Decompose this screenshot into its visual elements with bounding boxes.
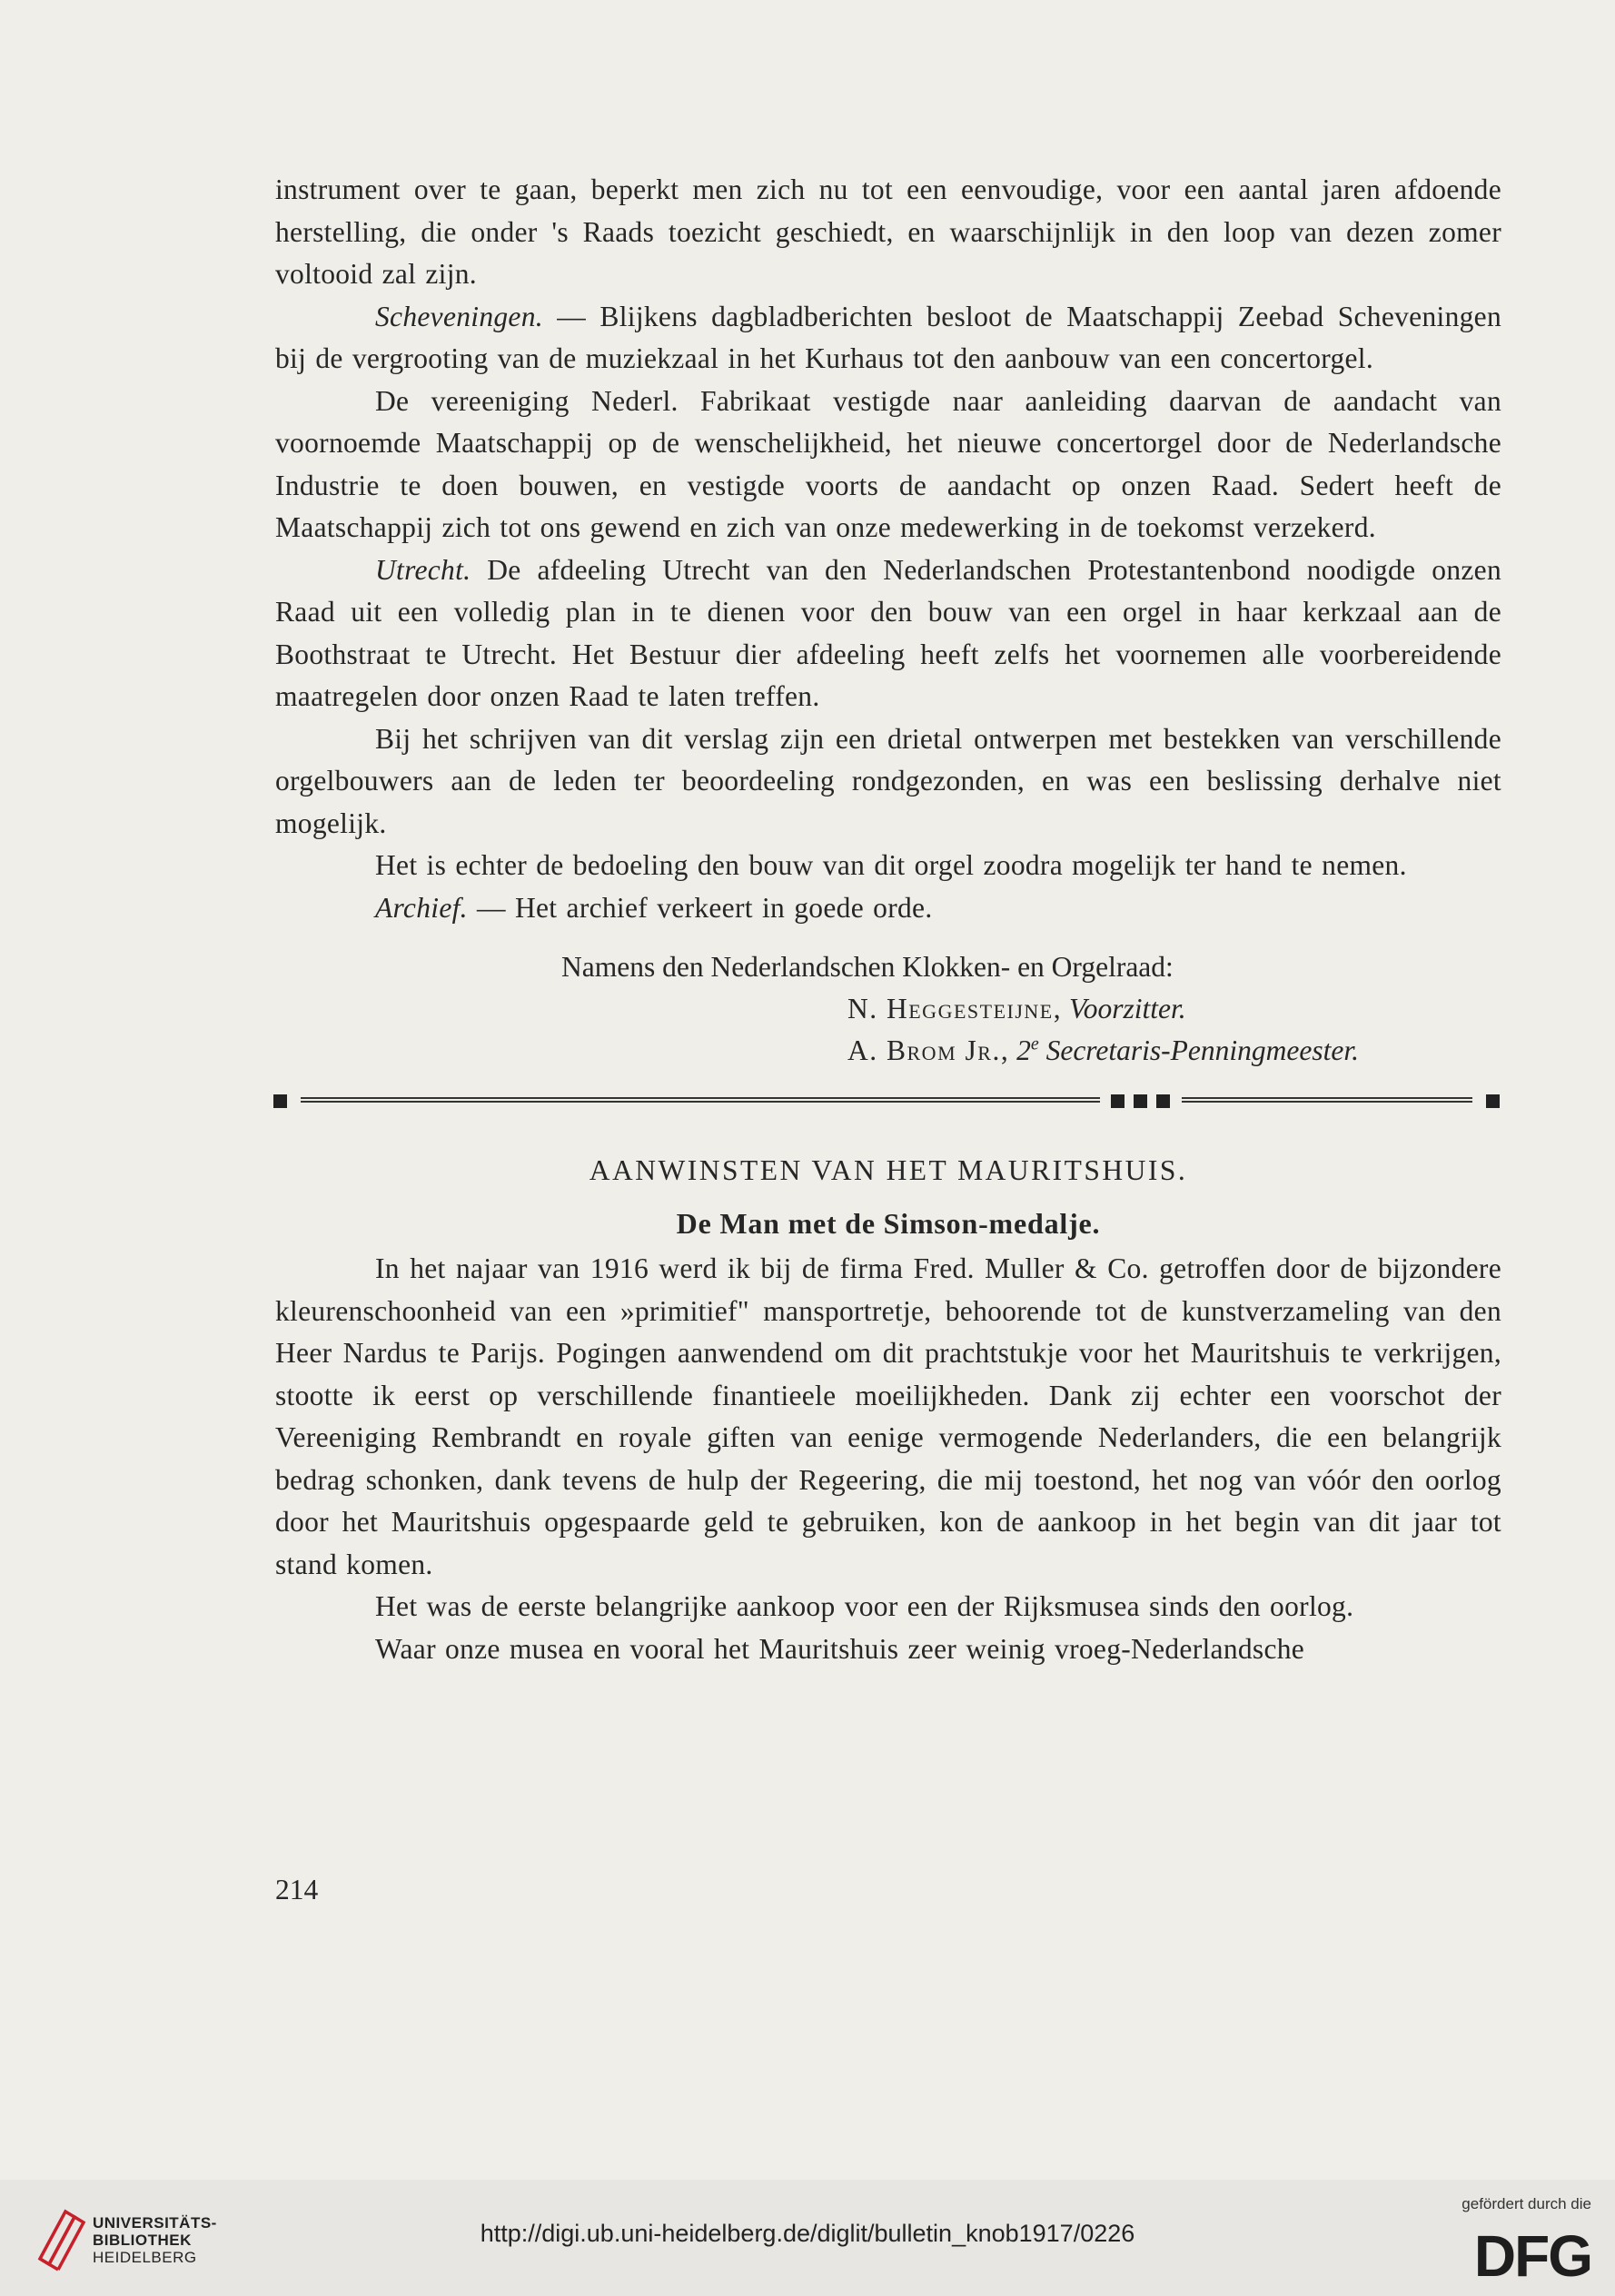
body-text — [275, 169, 1501, 1670]
source-url-link[interactable]: http://digi.ub.uni-heidelberg.de/diglit/bulletin_knob1917/0226 — [480, 2220, 1135, 2247]
ordinal-number: 2 — [1016, 1034, 1031, 1066]
paragraph: instrument over te gaan, beperkt men zich nu tot een eenvoudige, voor een aantal jaren afdoende herstelling, die onder 's Raads toezicht geschiedt, en waarschijnlijk in den loop van dezen zomer voltooid zal zijn. — [275, 173, 1501, 290]
paragraph-body: — Blijkens dagbladberichten besloot de Maatschappij Zeebad Scheveningen bij de vergrooting van de muziekzaal in het Kurhaus tot den aanbouw van een concertorgel. — [275, 300, 1501, 374]
library-line: UNIVERSITÄTS- — [93, 2214, 217, 2232]
signature-line — [275, 988, 1501, 1030]
paragraph: Het is echter de bedoeling den bouw van dit orgel zoodra mogelijk ter hand te nemen. — [375, 849, 1407, 881]
divider-square — [1111, 1094, 1125, 1108]
signatory-name: N. Heggesteijne, — [847, 993, 1063, 1024]
paragraph: In het najaar van 1916 werd ik bij de firma Fred. Muller & Co. getroffen door de bijzondere kleurenschoonheid van een »primitief" mansportretje, behoorende tot de kunstverzameling van den Heer Nardus te Parijs. Pogingen aanwendend om dit prachtstukje voor het Mauritshuis te verkrijgen, stootte ik eerst op verschillende finantieele moeilijkheden. Dank zij echter een voorschot der Vereeniging Rembrandt en royale giften van eenige vermogende Nederlanders, die een belangrijk bedrag schonken, dank tevens de hulp der Regeering, die mij toestond, het nog van vóór den oorlog door het Mauritshuis opgespaarde geld te gebruiken, kon de aankoop in het begin van dit jaar tot stand komen. — [275, 1252, 1501, 1580]
library-line: HEIDELBERG — [93, 2249, 197, 2266]
signatory-name: A. Brom Jr., — [847, 1034, 1010, 1066]
signature-line — [275, 1030, 1501, 1072]
paragraph: De vereeniging Nederl. Fabrikaat vestigde naar aanleiding daarvan de aandacht van voornoemde Maatschappij op de wenschelijkheid, het nieuwe concertorgel door de Nederlandsche Industrie te doen bouwen, en vestigde voorts de aandacht op onzen Raad. Sedert heeft de Maatschappij zich tot ons gewend en zich van onze medewerking in de toekomst verzekerd. — [275, 384, 1501, 543]
divider-square — [1486, 1094, 1500, 1108]
section-subheading: De Man met de Simson-medalje. — [676, 1207, 1101, 1240]
footer-bar — [0, 2180, 1615, 2296]
sponsor-label: gefördert durch die — [1461, 2195, 1591, 2212]
signature-intro: Namens den Nederlandschen Klokken- en Orgelraad: — [561, 951, 1174, 983]
divider-line — [1182, 1097, 1472, 1103]
paragraph-scheveningen — [275, 296, 1501, 381]
paragraph-lead: Archief. — [375, 891, 468, 924]
dfg-logo[interactable]: DFG — [1473, 2223, 1591, 2289]
divider-square — [1134, 1094, 1147, 1108]
signatory-role-number — [1016, 1034, 1039, 1066]
page-number: 214 — [275, 1874, 319, 1905]
paragraph-body: De afdeeling Utrecht van den Nederlandschen Protestantenbond noodigde onzen Raad uit een volledig plan in te dienen voor den bouw van een orgel in haar kerkzaal aan de Boothstraat te Utrecht. Het Bestuur dier afdeeling heeft zelfs het voornemen alle voorbereidende maatregelen door onzen Raad te laten treffen. — [275, 553, 1501, 712]
paragraph-utrecht — [275, 549, 1501, 718]
library-line: BIBLIOTHEK — [93, 2232, 192, 2249]
paragraph: Bij het schrijven van dit verslag zijn een drietal ontwerpen met bestekken van verschillende orgelbouwers aan de leden ter beoordeeling rondgezonden, en was een beslissing derhalve niet mogelijk. — [275, 722, 1501, 839]
divider-square — [273, 1094, 287, 1108]
section-heading: AANWINSTEN VAN HET MAURITSHUIS. — [589, 1154, 1188, 1186]
paragraph-archief — [275, 887, 1501, 930]
signatory-role: Voorzitter. — [1068, 993, 1186, 1024]
paragraph-lead: Utrecht. — [375, 553, 471, 586]
paragraph: Het was de eerste belangrijke aankoop voor een der Rijksmusea sinds den oorlog. — [375, 1590, 1354, 1622]
divider-square — [1156, 1094, 1170, 1108]
ordinal-suffix: e — [1030, 1034, 1039, 1054]
signatory-role: Secretaris-Penningmeester. — [1045, 1034, 1359, 1066]
divider-line — [301, 1097, 1100, 1103]
ornamental-divider — [275, 1092, 1501, 1112]
paragraph-body: — Het archief verkeert in goede orde. — [467, 891, 933, 924]
paragraph-lead: Scheveningen. — [375, 300, 543, 332]
paragraph: Waar onze musea en vooral het Mauritshuis zeer weinig vroeg-Nederlandsche — [375, 1632, 1305, 1665]
